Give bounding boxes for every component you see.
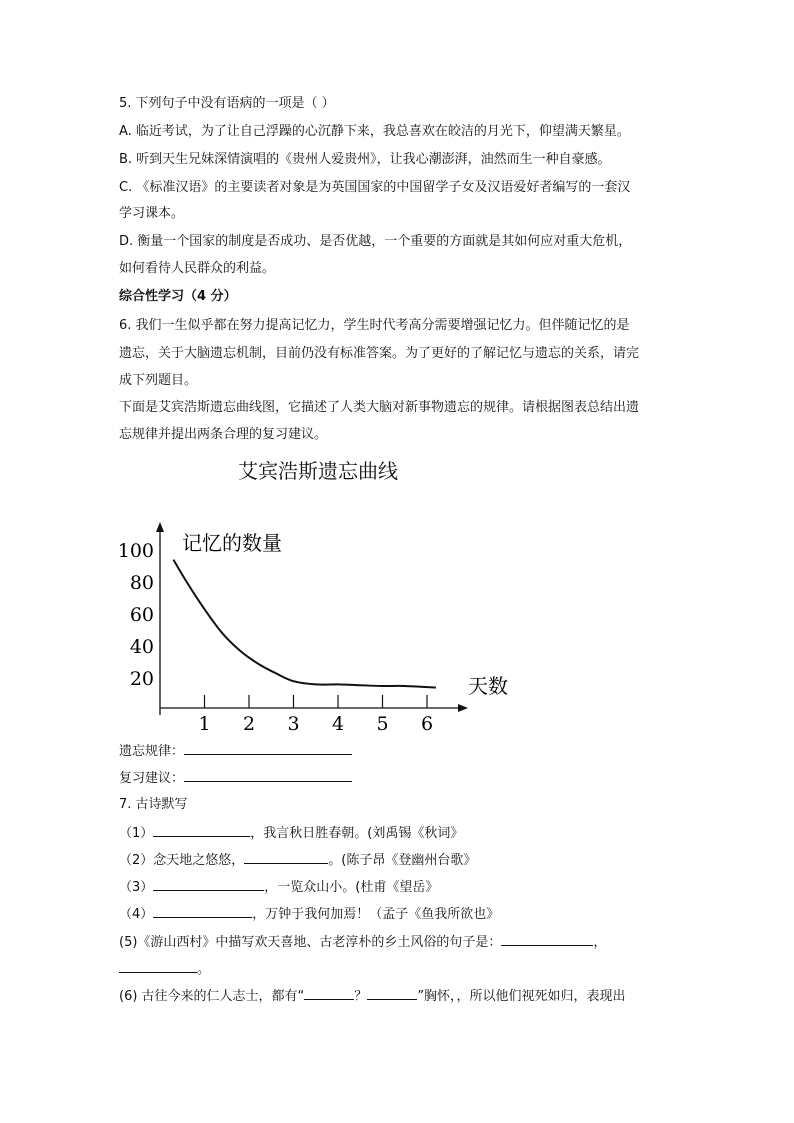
- q5-option-c-line2: 学习课本。: [119, 206, 185, 221]
- q7-2-text-end: 。(陈子昂《登幽州台歌》: [328, 853, 477, 868]
- q7-2-text-start: （2）念天地之悠悠，: [119, 853, 245, 868]
- q7-5-text: (5)《游山西村》中描写欢天喜地、古老淳朴的乡土风俗的句子是：: [119, 935, 502, 950]
- forgetting-curve: [173, 560, 436, 688]
- y-axis-arrow: [156, 522, 164, 532]
- q7-6-blank-1[interactable]: [304, 987, 354, 1000]
- q7-item-2: [119, 851, 476, 869]
- q6-para-line4: 下面是艾宾浩斯遗忘曲线图，它描述了人类大脑对新事物遗忘的规律。请根据图表总结出遗: [119, 400, 640, 415]
- q7-item-5-line2: [119, 960, 210, 978]
- q7-2-blank[interactable]: [244, 851, 328, 864]
- q7-item-1: [119, 824, 463, 842]
- q5-option-a: A. 临近考试，为了让自己浮躁的心沉静下来，我总喜欢在皎洁的月光下，仰望满天繁星。: [119, 124, 630, 139]
- x-tick-label-2: 2: [242, 713, 256, 735]
- x-tick-label-5: 5: [376, 713, 389, 735]
- y-tick-label-60: 60: [129, 604, 154, 626]
- chart-title: 艾宾浩斯遗忘曲线: [238, 459, 398, 483]
- q5-option-d-line2: 如何看待人民群众的利益。: [119, 261, 276, 276]
- review-advice-row: [119, 769, 352, 787]
- q7-4-blank[interactable]: [153, 905, 252, 918]
- q7-title: 7. 古诗默写: [119, 797, 188, 812]
- q6-para-line2: 遗忘，关于大脑遗忘机制，目前仍没有标准答案。为了更好的了解记忆与遗忘的关系，请完: [119, 346, 640, 361]
- forgetting-rule-blank[interactable]: [184, 742, 352, 755]
- q5-stem: 5. 下列句子中没有语病的一项是（ ）: [119, 96, 335, 111]
- q7-item-4: [119, 905, 499, 923]
- forgetting-rule-label: 遗忘规律：: [119, 744, 185, 759]
- q7-6-blank-2[interactable]: [367, 987, 417, 1000]
- q7-6-text-end: ”胸怀，，所以他们视死如归，表现出: [417, 989, 626, 1004]
- q7-3-number: （3）: [119, 880, 154, 895]
- review-advice-blank[interactable]: [184, 769, 352, 782]
- q7-1-text: ，我言秋日胜春朝。(刘禹锡《秋词》: [250, 826, 464, 841]
- review-advice-label: 复习建议：: [119, 771, 185, 786]
- section-heading: 综合性学习（4 分）: [119, 289, 237, 304]
- forgetting-rule-row: [119, 742, 352, 760]
- q7-4-number: （4）: [119, 907, 154, 922]
- q6-para-line1: 6. 我们一生似乎都在努力提高记忆力，学生时代考高分需要增强记忆力。但伴随记忆的是: [119, 318, 630, 333]
- x-tick-label-6: 6: [420, 713, 434, 735]
- x-tick-label-1: 1: [198, 713, 211, 735]
- q5-option-d-line1: D. 衡量一个国家的制度是否成功、是否优越，一个重要的方面就是其如何应对重大危机，: [119, 234, 632, 249]
- q6-para-line5: 忘规律并提出两条合理的复习建议。: [119, 427, 328, 442]
- y-tick-label-20: 20: [129, 668, 154, 690]
- q7-5-comma: ，: [593, 935, 607, 950]
- q7-1-number: （1）: [119, 826, 154, 841]
- q5-option-b: B. 听到天生兄妹深情演唱的《贵州人爱贵州》，让我心潮澎湃，油然而生一种自豪感。: [119, 152, 611, 167]
- q7-1-blank[interactable]: [153, 824, 250, 837]
- q7-3-text: ，一览众山小。(杜甫《望岳》: [264, 880, 439, 895]
- q7-5-blank-1[interactable]: [501, 933, 593, 946]
- q7-item-5-line1: [119, 933, 606, 951]
- q7-item-3: [119, 878, 438, 896]
- x-axis-label: 天数: [468, 674, 508, 698]
- y-tick-label-40: 40: [129, 636, 154, 658]
- q7-4-text: ，万钟于我何加焉！（孟子《鱼我所欲也》: [252, 907, 500, 922]
- q5-option-c-line1: C. 《标准汉语》的主要读者对象是为英国国家的中国留学子女及汉语爱好者编写的一套汉: [119, 180, 631, 195]
- q7-6-text-start: (6) 古往今来的仁人志士，都有“: [119, 989, 305, 1004]
- q7-3-blank[interactable]: [153, 878, 264, 891]
- q7-5-end: 。: [197, 962, 211, 977]
- q6-para-line3: 成下列题目。: [119, 373, 198, 388]
- x-axis-arrow: [458, 704, 468, 712]
- y-tick-label-100: 100: [117, 540, 154, 562]
- q7-6-question-mark: ？: [354, 989, 368, 1004]
- y-axis-label: 记忆的数量: [182, 531, 282, 555]
- q7-5-blank-2[interactable]: [119, 960, 197, 973]
- forgetting-curve-chart: [110, 520, 530, 740]
- y-tick-label-80: 80: [129, 572, 154, 594]
- x-tick-label-4: 4: [331, 713, 345, 735]
- x-tick-label-3: 3: [287, 713, 300, 735]
- q7-item-6: [119, 987, 626, 1005]
